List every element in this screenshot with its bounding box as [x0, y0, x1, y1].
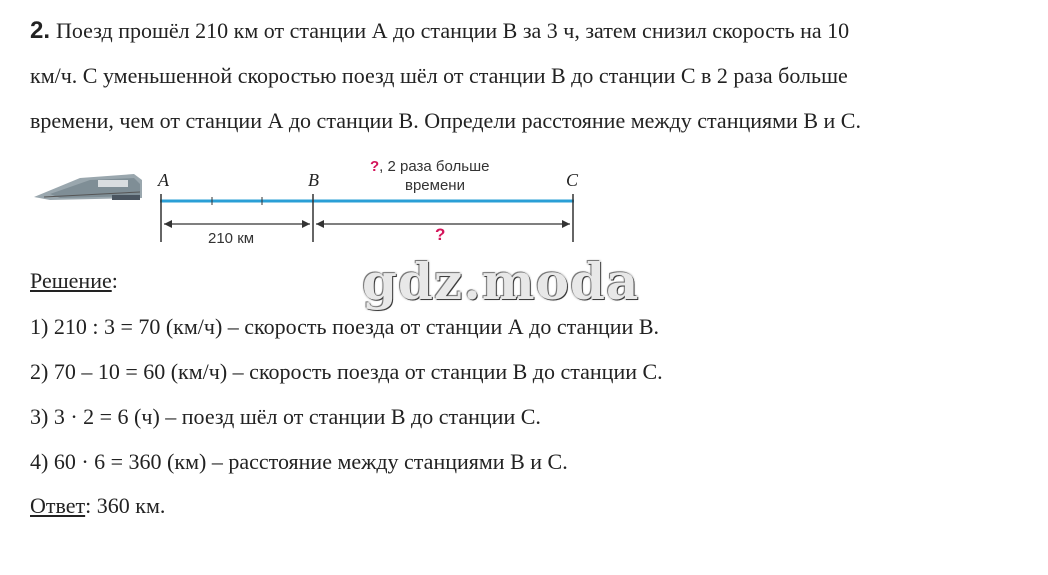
watermark-logo: gdz.moda [362, 252, 640, 311]
top-note-question: ? [370, 158, 380, 175]
problem-line-3: времени, чем от станции А до станции В. Определи расстояние между станциями В и С. [30, 108, 861, 133]
problem-line-2: км/ч. С уменьшенной скоростью поезд шёл от станции В до станции С в 2 раза больше [30, 63, 848, 88]
answer-label: Ответ [30, 493, 86, 518]
solution-step-4: 4) 60 · 6 = 360 (км) – расстояние между станциями В и С. [30, 449, 568, 474]
solution-step-3: 3) 3 · 2 = 6 (ч) – поезд шёл от станции В до станции С. [30, 404, 541, 429]
point-b-label: B [308, 170, 319, 190]
segment-bc-question: ? [435, 225, 446, 244]
solution-step-1: 1) 210 : 3 = 70 (км/ч) – скорость поезда от станции А до станции В. [30, 314, 659, 339]
answer-value: : 360 км. [85, 493, 166, 518]
top-note-line-2: времени [405, 177, 465, 194]
distance-diagram [30, 150, 650, 260]
point-a-label: A [158, 170, 169, 190]
top-note-line-1 [370, 158, 489, 175]
solution-heading: Решение: [30, 268, 118, 293]
point-c-label: C [566, 170, 579, 190]
problem-line-1: 2. Поезд прошёл 210 км от станции А до станции В за 3 ч, затем снизил скорость на 10 [30, 17, 850, 44]
problem-text [30, 8, 1030, 143]
train-icon [34, 174, 142, 200]
top-note-text: , 2 раза больше [379, 158, 490, 175]
solution-step-2: 2) 70 – 10 = 60 (км/ч) – скорость поезда от станции В до станции С. [30, 359, 663, 384]
segment-ab-label: 210 км [208, 230, 255, 247]
problem-number: 2. [30, 17, 51, 44]
answer-line [30, 493, 165, 519]
